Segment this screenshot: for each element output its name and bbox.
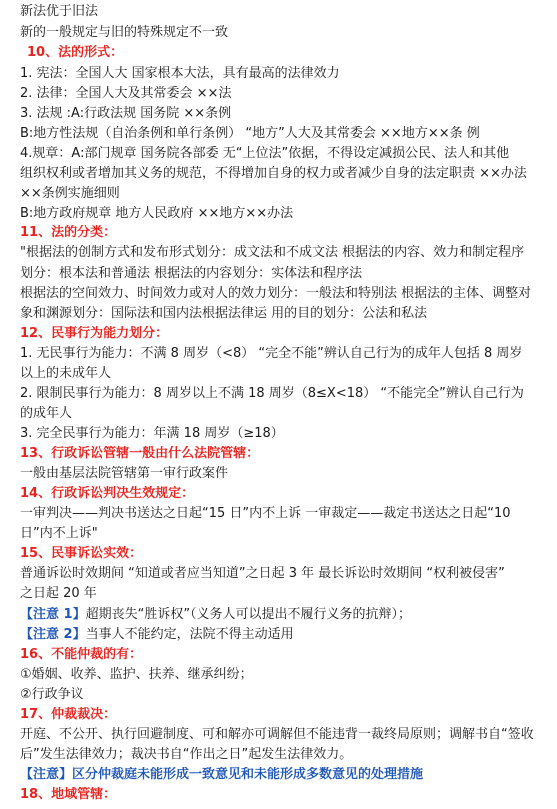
text-line: 根据法的空间效力、时间效力或对人的效力划分：一般法和特别法 根据法的主体、调整对 bbox=[20, 286, 532, 301]
text-line: 的成年人 bbox=[20, 406, 73, 421]
text-line: 3. 完全民事行为能力：年满 18 周岁（≥18） bbox=[20, 426, 284, 441]
note-line: 【注意 1】超期丧失“胜诉权”（义务人可以提出不履行义务的抗辩）； bbox=[20, 607, 412, 622]
text-line: 一般由基层法院管辖第一审行政案件 bbox=[20, 466, 229, 481]
text-line: 一审判决——判决书送达之日起“15 日”内不上诉 一审裁定——裁定书送达之日起“10 bbox=[20, 506, 511, 521]
list-item: ①婚姻、收养、监护、扶养、继承纠纷； bbox=[20, 667, 253, 682]
note-heading: 【注意】区分仲裁庭未能形成一致意见和未能形成多数意见的处理措施 bbox=[20, 767, 424, 782]
text-line: 象和渊源划分：国际法和国内法根据法律运 用的目的划分：公法和私法 bbox=[20, 306, 428, 321]
text-line: 4.规章：A:部门规章 国务院各部委 无“上位法”依据，不得设定减损公民、法人和其他 bbox=[20, 146, 510, 161]
section-heading: 12、民事行为能力划分： bbox=[20, 326, 169, 341]
section-heading: 14、行政诉讼判决生效规定： bbox=[20, 486, 195, 501]
text-line: 普通诉讼时效期间 “知道或者应当知道”之日起 3 年 最长诉讼时效期间 “权利被侵害” bbox=[20, 566, 505, 581]
text-line: 后”发生法律效力；裁决书自“作出之日”起发生法律效力。 bbox=[20, 747, 353, 762]
text-line: 2. 限制民事行为能力：8 周岁以上不满 18 周岁（8≤X<18） “不能完全”辨认自己行为 bbox=[20, 386, 524, 401]
text-line: 2. 法律：全国人大及其常委会 ××法 bbox=[20, 86, 232, 101]
text-line: 组织权利或者增加其义务的规范，不得增加自身的权力或者减少自身的法定职责 ××办法 bbox=[20, 166, 527, 181]
note-line: 【注意 2】当事人不能约定，法院不得主动适用 bbox=[20, 627, 294, 642]
section-heading: 16、不能仲裁的有： bbox=[20, 647, 143, 662]
note-label: 【注意 1】 bbox=[20, 607, 86, 622]
text-line: 日”内不上诉" bbox=[20, 526, 98, 541]
text-line: 开庭、不公开、执行回避制度、可和解亦可调解但不能违背一裁终局原则；调解书自“签收 bbox=[20, 727, 534, 742]
text-line: "根据法的创制方式和发布形式划分：成文法和不成文法 根据法的内容、效力和制定程序 bbox=[20, 245, 525, 260]
text-line: 划分：根本法和普通法 根据法的内容划分：实体法和程序法 bbox=[20, 266, 363, 281]
text-line: 之日起 20 年 bbox=[20, 586, 97, 601]
text-line: 新法优于旧法 bbox=[20, 4, 99, 19]
note-label: 【注意 2】 bbox=[20, 627, 86, 642]
section-heading: 10、法的形式： bbox=[27, 45, 124, 60]
list-item: ②行政争议 bbox=[20, 687, 84, 702]
text-line: B:地方性法规（自治条例和单行条例） “地方”人大及其常委会 ××地方××条 例 bbox=[20, 126, 480, 141]
text-line: 新的一般规定与旧的特殊规定不一致 bbox=[20, 25, 229, 40]
text-line: 1. 无民事行为能力：不满 8 周岁（<8） “完全不能”辨认自己行为的成年人包括 8 周岁 bbox=[20, 346, 523, 361]
text-line: ××条例实施细则 bbox=[20, 186, 120, 201]
section-heading: 11、法的分类： bbox=[20, 225, 117, 240]
text-line: B:地方政府规章 地方人民政府 ××地方××办法 bbox=[20, 206, 294, 221]
text-line: 1. 宪法：全国人大 国家根本大法，具有最高的法律效力 bbox=[20, 66, 340, 81]
text-line: 以上的未成年人 bbox=[20, 366, 112, 381]
section-heading: 15、民事诉讼实效： bbox=[20, 546, 143, 561]
section-heading: 13、行政诉讼管辖一般由什么法院管辖： bbox=[20, 446, 260, 461]
section-heading: 17、仲裁裁决： bbox=[20, 707, 117, 722]
text-line: 3. 法规 :A:行政法规 国务院 ××条例 bbox=[20, 106, 232, 121]
section-heading: 18、地域管辖： bbox=[20, 787, 117, 802]
